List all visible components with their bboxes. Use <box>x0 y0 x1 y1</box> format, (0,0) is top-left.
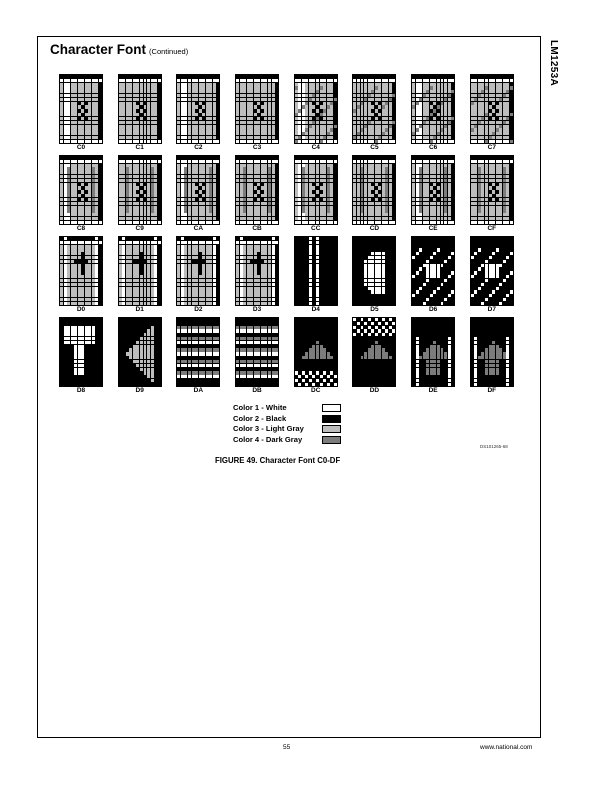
glyph-code-label: C8 <box>76 225 86 232</box>
glyph-cell <box>57 317 116 398</box>
glyph-bitmap <box>235 155 279 225</box>
glyph-code-label: DB <box>252 387 262 394</box>
glyph-cell <box>409 74 468 155</box>
glyph-code-label: D0 <box>76 306 86 313</box>
legend-label: Color 4 - Dark Gray <box>233 434 303 444</box>
glyph-bitmap <box>59 74 103 144</box>
glyph-code-label: C0 <box>76 144 86 151</box>
glyph-bitmap <box>235 74 279 144</box>
legend-label: Color 3 - Light Gray <box>233 424 304 433</box>
legend-row-dark-gray <box>233 435 345 446</box>
glyph-cell <box>292 155 351 236</box>
glyph-bitmap <box>411 317 455 387</box>
glyph-code-label: D5 <box>370 306 379 313</box>
glyph-bitmap <box>235 317 279 387</box>
legend-row-black <box>233 414 345 425</box>
glyph-code-label: CA <box>193 225 204 232</box>
legend-swatch-white <box>322 404 341 412</box>
glyph-cell <box>350 317 409 398</box>
glyph-bitmap <box>470 74 514 144</box>
heading-continued: (Continued) <box>149 47 189 56</box>
page-number: 55 <box>283 744 291 751</box>
glyph-code-label: C9 <box>135 225 144 232</box>
glyph-code-label: CE <box>428 225 438 232</box>
glyph-code-label: D8 <box>76 387 86 394</box>
section-heading <box>50 42 188 57</box>
glyph-bitmap <box>118 236 162 306</box>
glyph-cell <box>233 317 292 398</box>
glyph-bitmap <box>176 74 220 144</box>
glyph-bitmap <box>470 155 514 225</box>
glyph-code-label: C7 <box>487 144 496 151</box>
glyph-code-label: DA <box>193 387 204 394</box>
website-footer: www.national.com <box>480 744 533 751</box>
glyph-bitmap <box>59 317 103 387</box>
glyph-cell <box>233 236 292 317</box>
legend-label: Color 1 - White <box>233 403 287 412</box>
glyph-bitmap <box>176 155 220 225</box>
character-font-grid <box>57 74 521 394</box>
glyph-cell <box>174 236 233 317</box>
glyph-code-label: DD <box>369 387 380 394</box>
glyph-bitmap <box>118 317 162 387</box>
glyph-cell <box>350 236 409 317</box>
glyph-bitmap <box>411 74 455 144</box>
glyph-bitmap <box>470 236 514 306</box>
glyph-bitmap <box>411 155 455 225</box>
glyph-bitmap <box>411 236 455 306</box>
glyph-code-label: DF <box>487 387 497 394</box>
glyph-cell <box>116 155 175 236</box>
glyph-code-label: CD <box>369 225 380 232</box>
glyph-bitmap <box>352 74 396 144</box>
glyph-cell <box>233 74 292 155</box>
glyph-code-label: CF <box>487 225 497 232</box>
legend-row-white <box>233 403 345 414</box>
glyph-code-label: C5 <box>370 144 379 151</box>
glyph-code-label: CC <box>311 225 321 232</box>
glyph-cell <box>57 155 116 236</box>
glyph-bitmap <box>470 317 514 387</box>
glyph-cell <box>292 74 351 155</box>
glyph-cell <box>468 74 527 155</box>
legend-swatch-light-gray <box>322 425 341 433</box>
legend-swatch-dark-gray <box>322 436 341 444</box>
glyph-cell <box>292 236 351 317</box>
glyph-code-label: D9 <box>135 387 144 394</box>
glyph-cell <box>409 236 468 317</box>
glyph-code-label: C6 <box>428 144 438 151</box>
glyph-bitmap <box>176 236 220 306</box>
glyph-bitmap <box>176 317 220 387</box>
glyph-cell <box>409 317 468 398</box>
device-side-label: LM1253A <box>548 40 559 87</box>
glyph-cell <box>116 74 175 155</box>
heading-title: Character Font <box>50 42 147 57</box>
glyph-code-label: C3 <box>252 144 262 151</box>
glyph-bitmap <box>59 155 103 225</box>
glyph-cell <box>468 317 527 398</box>
legend-label: Color 2 - Black <box>233 413 287 423</box>
glyph-bitmap <box>294 236 338 306</box>
glyph-cell <box>292 317 351 398</box>
glyph-code-label: C4 <box>311 144 320 151</box>
glyph-code-label: C2 <box>194 144 203 151</box>
glyph-bitmap <box>235 236 279 306</box>
figure-caption: FIGURE 49. Character Font C0-DF <box>215 456 341 465</box>
glyph-cell <box>116 236 175 317</box>
glyph-cell <box>174 74 233 155</box>
glyph-bitmap <box>294 74 338 144</box>
glyph-code-label: D3 <box>252 306 262 313</box>
legend-row-light-gray <box>233 424 345 435</box>
glyph-bitmap <box>352 236 396 306</box>
glyph-cell <box>409 155 468 236</box>
glyph-cell <box>233 155 292 236</box>
glyph-bitmap <box>352 155 396 225</box>
glyph-cell <box>57 74 116 155</box>
glyph-cell <box>116 317 175 398</box>
glyph-code-label: D4 <box>311 306 320 313</box>
glyph-code-label: D2 <box>194 306 203 313</box>
glyph-code-label: D6 <box>428 306 438 313</box>
glyph-bitmap <box>294 317 338 387</box>
glyph-bitmap <box>294 155 338 225</box>
color-legend <box>233 403 345 445</box>
glyph-code-label: DC <box>311 387 321 394</box>
glyph-cell <box>468 155 527 236</box>
glyph-cell <box>174 317 233 398</box>
glyph-cell <box>174 155 233 236</box>
glyph-code-label: DE <box>428 387 438 394</box>
glyph-cell <box>57 236 116 317</box>
glyph-bitmap <box>352 317 396 387</box>
figure-id: DS101265-68 <box>480 444 508 449</box>
glyph-code-label: C1 <box>135 144 144 151</box>
glyph-code-label: CB <box>252 225 262 232</box>
glyph-cell <box>468 236 527 317</box>
glyph-code-label: D1 <box>135 306 144 313</box>
glyph-bitmap <box>59 236 103 306</box>
glyph-bitmap <box>118 155 162 225</box>
glyph-cell <box>350 155 409 236</box>
glyph-cell <box>350 74 409 155</box>
glyph-code-label: D7 <box>487 306 496 313</box>
legend-swatch-black <box>322 415 341 423</box>
glyph-bitmap <box>118 74 162 144</box>
